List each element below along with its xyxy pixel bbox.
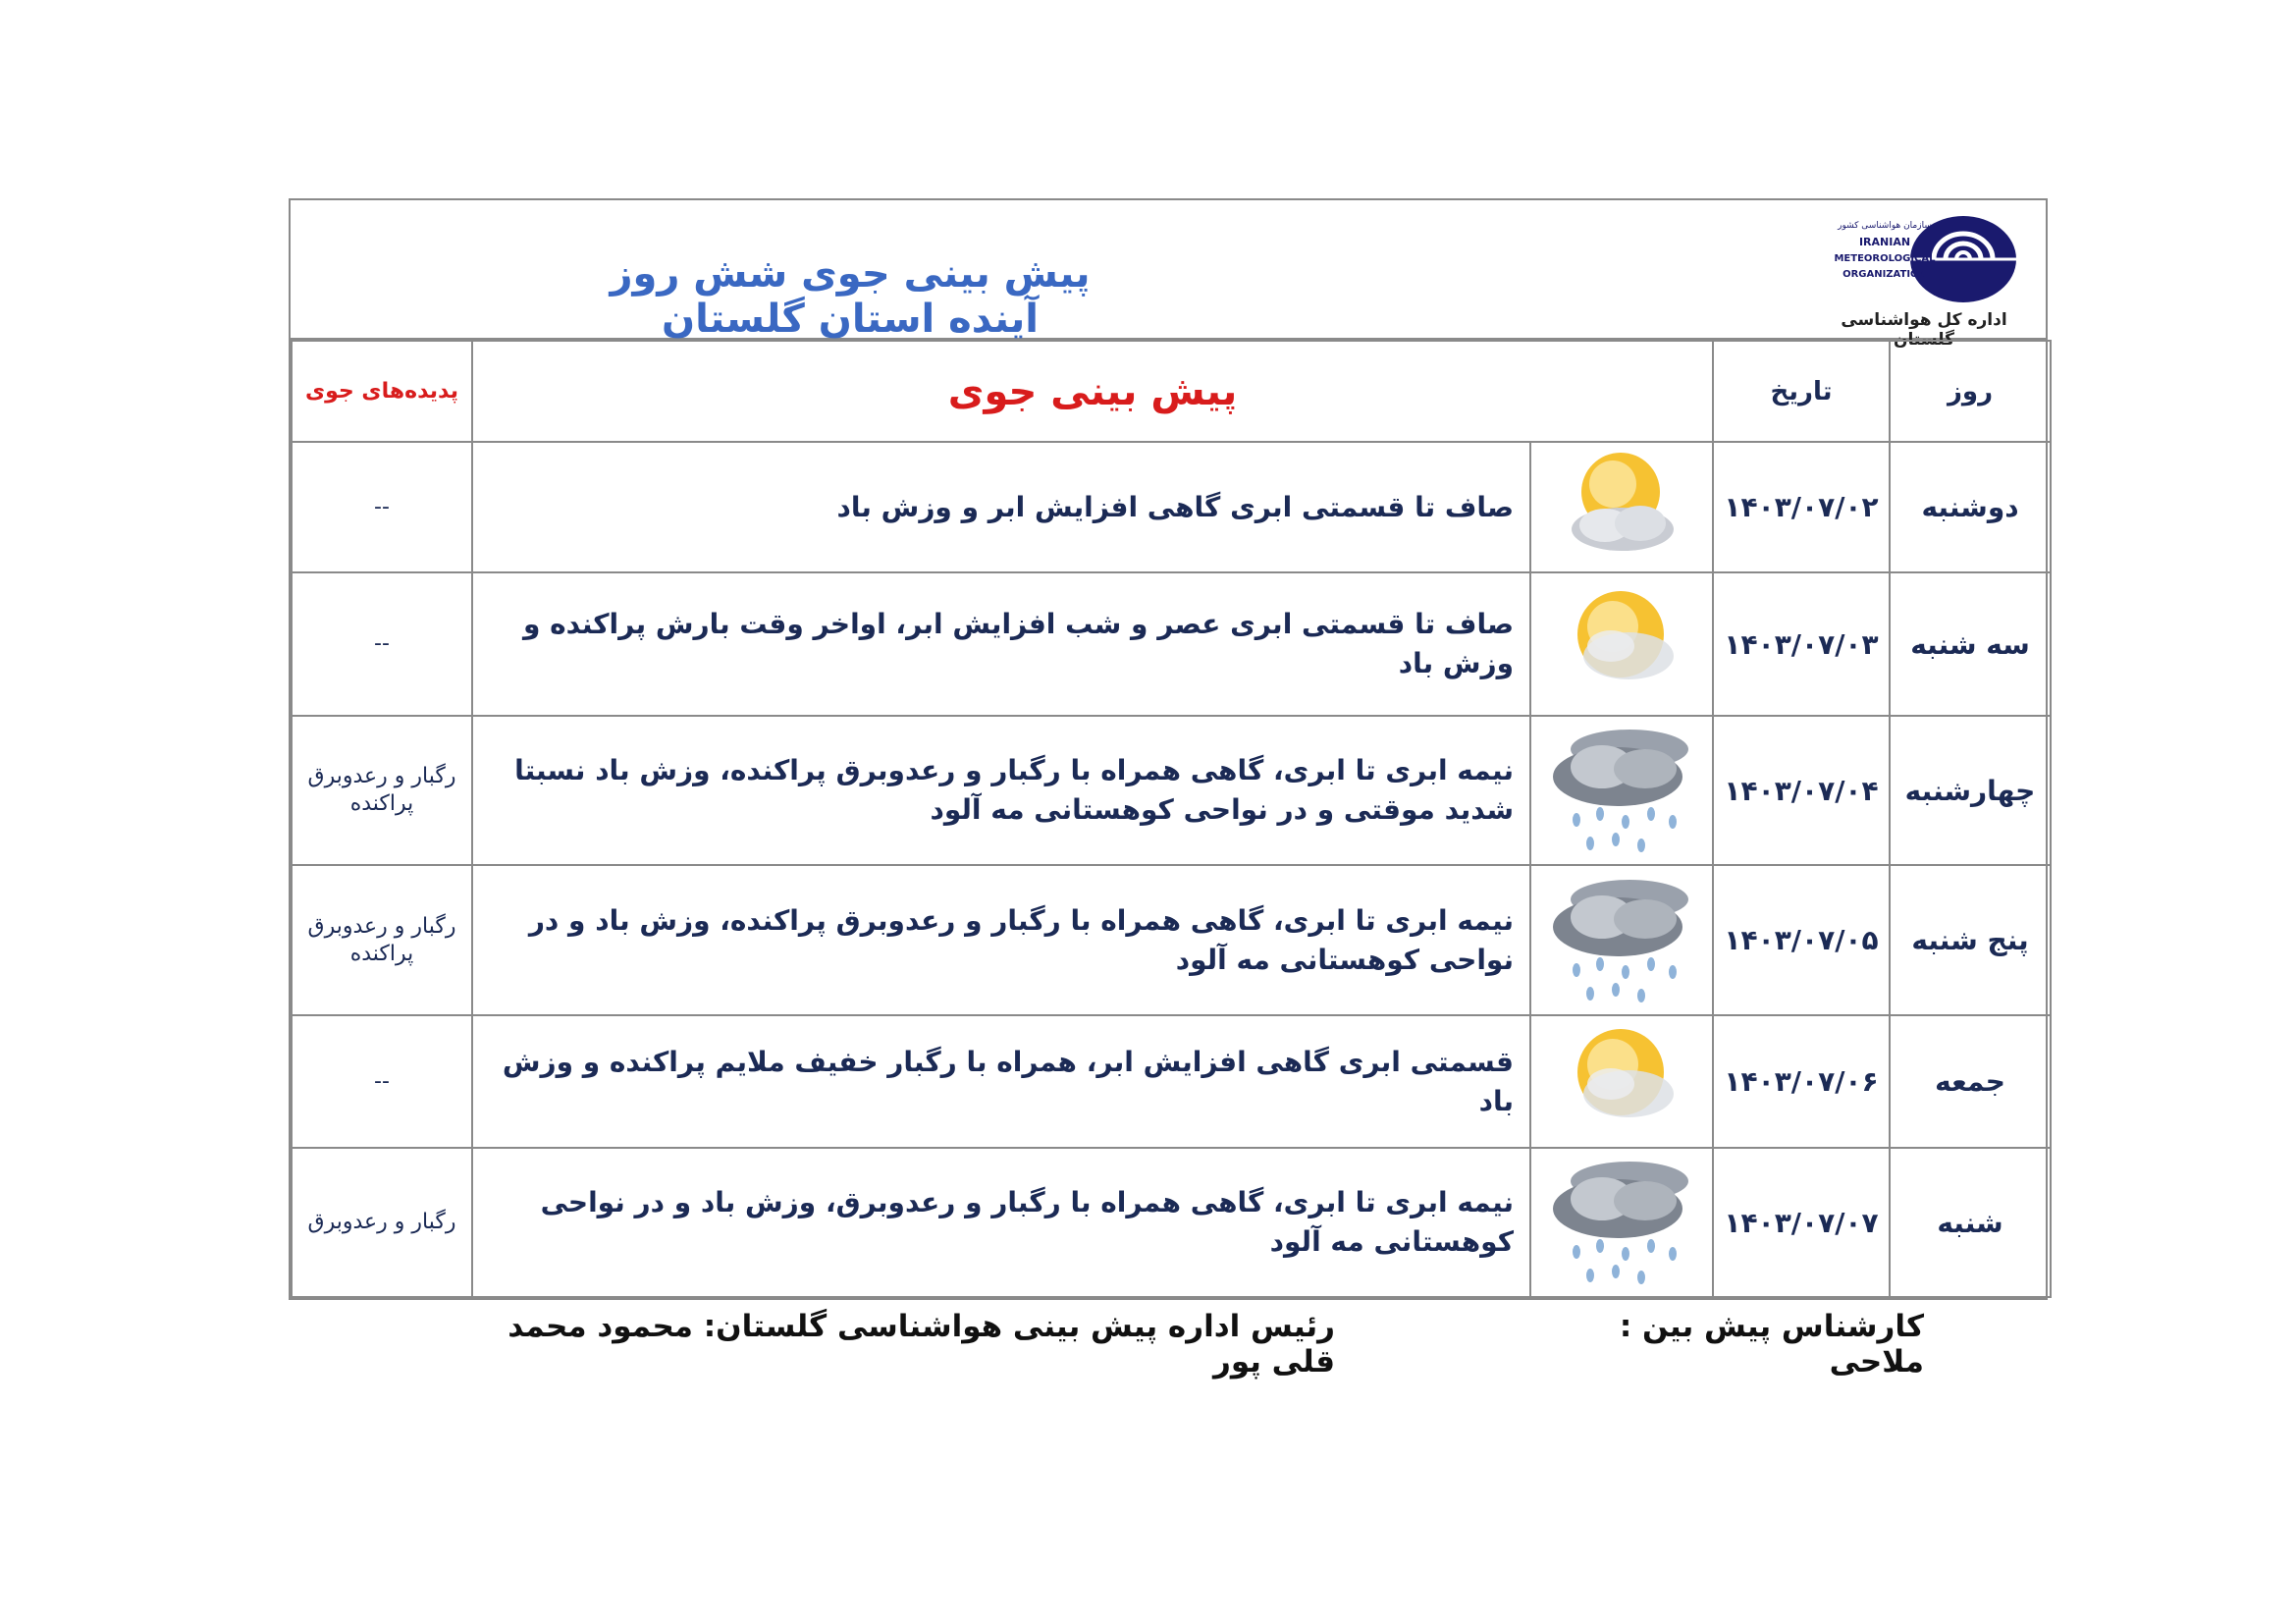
logo-line-2: IRANIAN xyxy=(1858,236,1911,248)
forecaster-name: کارشناس پیش بین : ملاحی xyxy=(1619,1309,1924,1380)
forecast-cell: صاف تا قسمتی ابری گاهی افزایش ابر و وزش باد xyxy=(472,442,1530,572)
table-row xyxy=(292,572,2051,716)
forecast-cell: نیمه ابری تا ابری، گاهی همراه با رگبار و رعدوبرق، وزش باد و در نواحی کوهستانی مه آلود xyxy=(472,1148,1530,1297)
forecast-cell: نیمه ابری تا ابری، گاهی همراه با رگبار و رعدوبرق پراکنده، وزش باد نسبتا شدید موقتی و در نواحی کوهستانی مه آلود xyxy=(472,716,1530,865)
day-cell: شنبه xyxy=(1890,1148,2051,1297)
date-cell: ۱۴۰۳/۰۷/۰۴ xyxy=(1713,716,1890,865)
table-row xyxy=(292,865,2051,1015)
logo-line-4: ORGANIZATION xyxy=(1842,269,1927,280)
forecast-sheet xyxy=(289,198,2048,1300)
forecast-cell: نیمه ابری تا ابری، گاهی همراه با رگبار و رعدوبرق پراکنده، وزش باد و در نواحی کوهستانی مه آلود xyxy=(472,865,1530,1015)
weather-icon-cell xyxy=(1530,572,1713,716)
phenomena-cell: -- xyxy=(292,572,472,716)
day-cell: چهارشنبه xyxy=(1890,716,2051,865)
table-row xyxy=(292,716,2051,865)
weather-icon-cell xyxy=(1530,1148,1713,1297)
sheet-header xyxy=(291,200,2046,350)
forecast-table xyxy=(291,340,2052,1298)
forecast-cell: صاف تا قسمتی ابری عصر و شب افزایش ابر، اواخر وقت بارش پراکنده و وزش باد xyxy=(472,572,1530,716)
day-cell: پنج شنبه xyxy=(1890,865,2051,1015)
table-row xyxy=(292,1148,2051,1297)
table-header-row xyxy=(292,341,2051,442)
phenomena-cell: -- xyxy=(292,1015,472,1148)
cloud-rain-icon xyxy=(1543,720,1700,857)
day-cell: سه شنبه xyxy=(1890,572,2051,716)
logo-emblem-icon xyxy=(1816,208,2032,310)
phenomena-cell: رگبار و رعدوبرق xyxy=(292,1148,472,1297)
column-header-day: روز xyxy=(1890,341,2051,442)
phenomena-cell: -- xyxy=(292,442,472,572)
date-cell: ۱۴۰۳/۰۷/۰۳ xyxy=(1713,572,1890,716)
logo-line-1: سازمان هواشناسی کشور xyxy=(1838,221,1932,231)
phenomena-cell: رگبار و رعدوبرق پراکنده xyxy=(292,716,472,865)
phenomena-cell: رگبار و رعدوبرق پراکنده xyxy=(292,865,472,1015)
meteorological-logo xyxy=(1816,208,2032,350)
logo-line-3: METEOROLOGICAL xyxy=(1834,253,1936,264)
weather-icon-cell xyxy=(1530,442,1713,572)
cloud-rain-icon xyxy=(1543,870,1700,1007)
date-cell: ۱۴۰۳/۰۷/۰۵ xyxy=(1713,865,1890,1015)
column-header-forecast: پیش بینی جوی xyxy=(472,341,1713,442)
day-cell: جمعه xyxy=(1890,1015,2051,1148)
weather-icon-cell xyxy=(1530,865,1713,1015)
office-head-name: رئیس اداره پیش بینی هواشناسی گلستان: محمود محمد قلی پور xyxy=(507,1309,1335,1380)
column-header-phenomena: پدیده‌های جوی xyxy=(292,341,472,442)
partly-cloudy-sun-icon xyxy=(1558,447,1685,565)
column-header-date: تاریخ xyxy=(1713,341,1890,442)
date-cell: ۱۴۰۳/۰۷/۰۶ xyxy=(1713,1015,1890,1148)
partly-cloudy-sun-icon xyxy=(1558,1021,1685,1139)
day-cell: دوشنبه xyxy=(1890,442,2051,572)
weather-icon-cell xyxy=(1530,716,1713,865)
table-row xyxy=(292,1015,2051,1148)
forecast-cell: قسمتی ابری گاهی افزایش ابر، همراه با رگبار خفیف ملایم پراکنده و وزش باد xyxy=(472,1015,1530,1148)
date-cell: ۱۴۰۳/۰۷/۰۷ xyxy=(1713,1148,1890,1297)
weather-icon-cell xyxy=(1530,1015,1713,1148)
date-cell: ۱۴۰۳/۰۷/۰۲ xyxy=(1713,442,1890,572)
table-row xyxy=(292,442,2051,572)
cloud-rain-icon xyxy=(1543,1152,1700,1289)
partly-cloudy-sun-icon xyxy=(1558,583,1685,701)
page-title: پیش بینی جوی شش روز آینده استان گلستان xyxy=(610,251,1091,342)
logo-caption: اداره کل هواشناسی گلستان xyxy=(1841,310,2007,350)
